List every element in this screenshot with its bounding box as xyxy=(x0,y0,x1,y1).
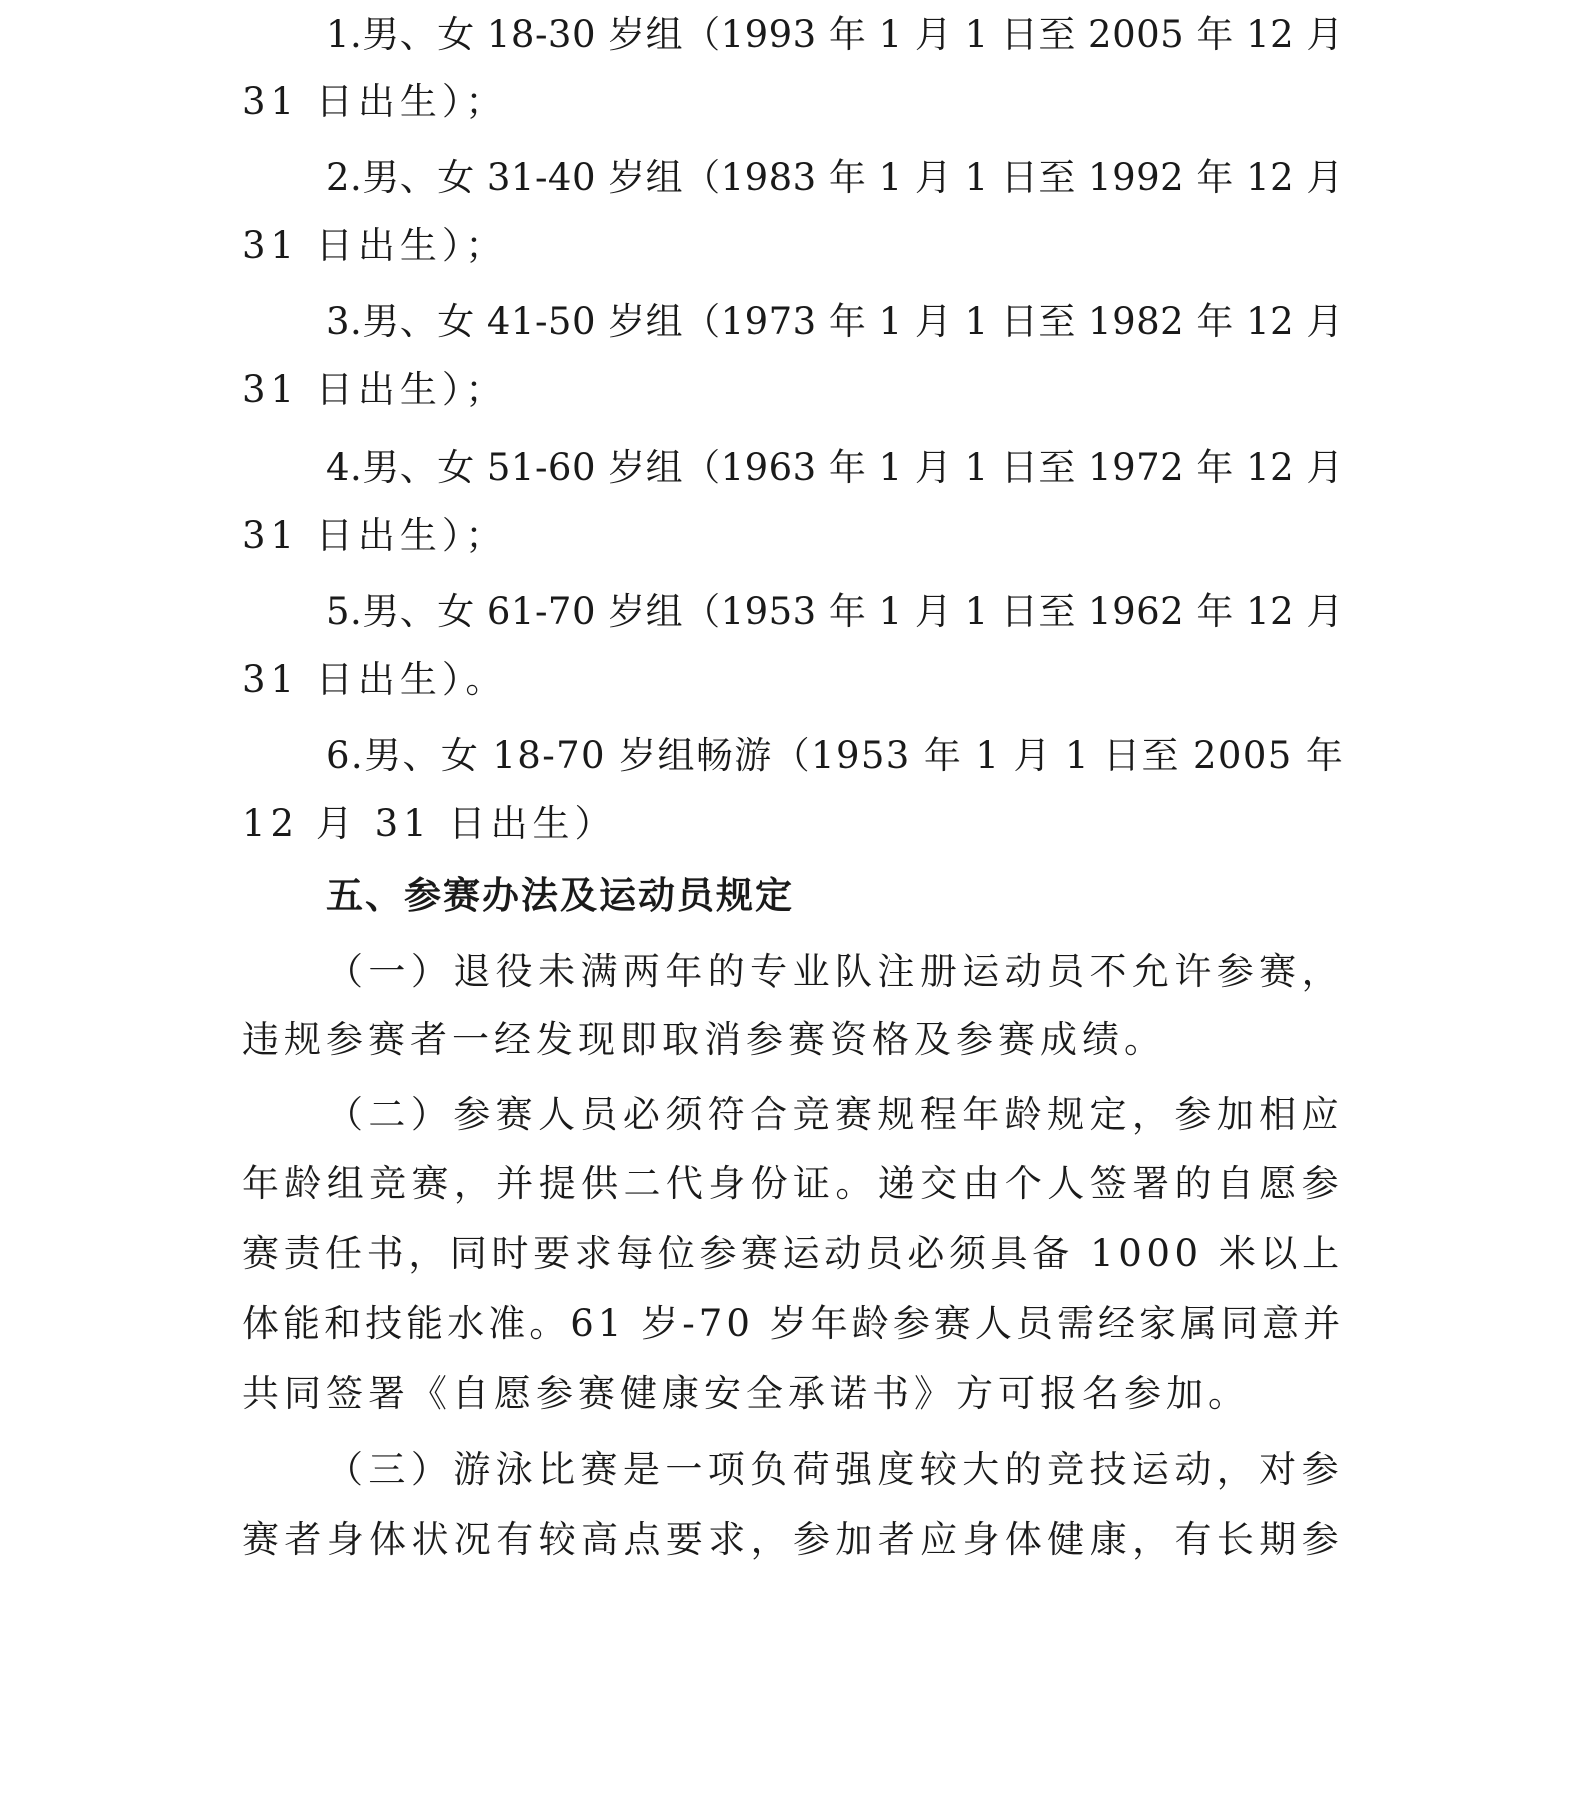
paragraph-line: 2.男、女 31-40 岁组（1983 年 1 月 1 日至 1992 年 12 月 xyxy=(326,156,1344,199)
paragraph-line: （一）退役未满两年的专业队注册运动员不允许参赛， xyxy=(326,950,1344,993)
section-heading: 五、参赛办法及运动员规定 xyxy=(326,874,794,917)
paragraph-line: 31 日出生）。 xyxy=(242,658,508,701)
paragraph-line: 赛者身体状况有较高点要求，参加者应身体健康，有长期参 xyxy=(242,1518,1344,1561)
paragraph-line: （三）游泳比赛是一项负荷强度较大的竞技运动，对参 xyxy=(326,1448,1344,1491)
paragraph-line: 31 日出生）； xyxy=(242,514,508,557)
paragraph-line: 3.男、女 41-50 岁组（1973 年 1 月 1 日至 1982 年 12 月 xyxy=(326,300,1344,343)
paragraph-line: 31 日出生）； xyxy=(242,80,508,123)
paragraph-line: 12 月 31 日出生） xyxy=(242,802,617,845)
paragraph-line: 5.男、女 61-70 岁组（1953 年 1 月 1 日至 1962 年 12 月 xyxy=(326,590,1344,633)
paragraph-line: 共同签署《自愿参赛健康安全承诺书》方可报名参加。 xyxy=(242,1372,1250,1415)
paragraph-line: 31 日出生）； xyxy=(242,368,508,411)
paragraph-line: （二）参赛人员必须符合竞赛规程年龄规定，参加相应 xyxy=(326,1093,1344,1136)
paragraph-line: 4.男、女 51-60 岁组（1963 年 1 月 1 日至 1972 年 12 月 xyxy=(326,446,1344,489)
paragraph-line: 赛责任书，同时要求每位参赛运动员必须具备 1000 米以上 xyxy=(242,1232,1344,1275)
paragraph-line: 1.男、女 18-30 岁组（1993 年 1 月 1 日至 2005 年 12 月 xyxy=(326,13,1344,56)
paragraph-line: 6.男、女 18-70 岁组畅游（1953 年 1 月 1 日至 2005 年 xyxy=(326,734,1345,777)
paragraph-line: 体能和技能水准。61 岁-70 岁年龄参赛人员需经家属同意并 xyxy=(242,1302,1345,1345)
paragraph-line: 年龄组竞赛，并提供二代身份证。递交由个人签署的自愿参 xyxy=(242,1162,1344,1205)
paragraph-line: 31 日出生）； xyxy=(242,224,508,267)
paragraph-line: 违规参赛者一经发现即取消参赛资格及参赛成绩。 xyxy=(242,1018,1166,1061)
